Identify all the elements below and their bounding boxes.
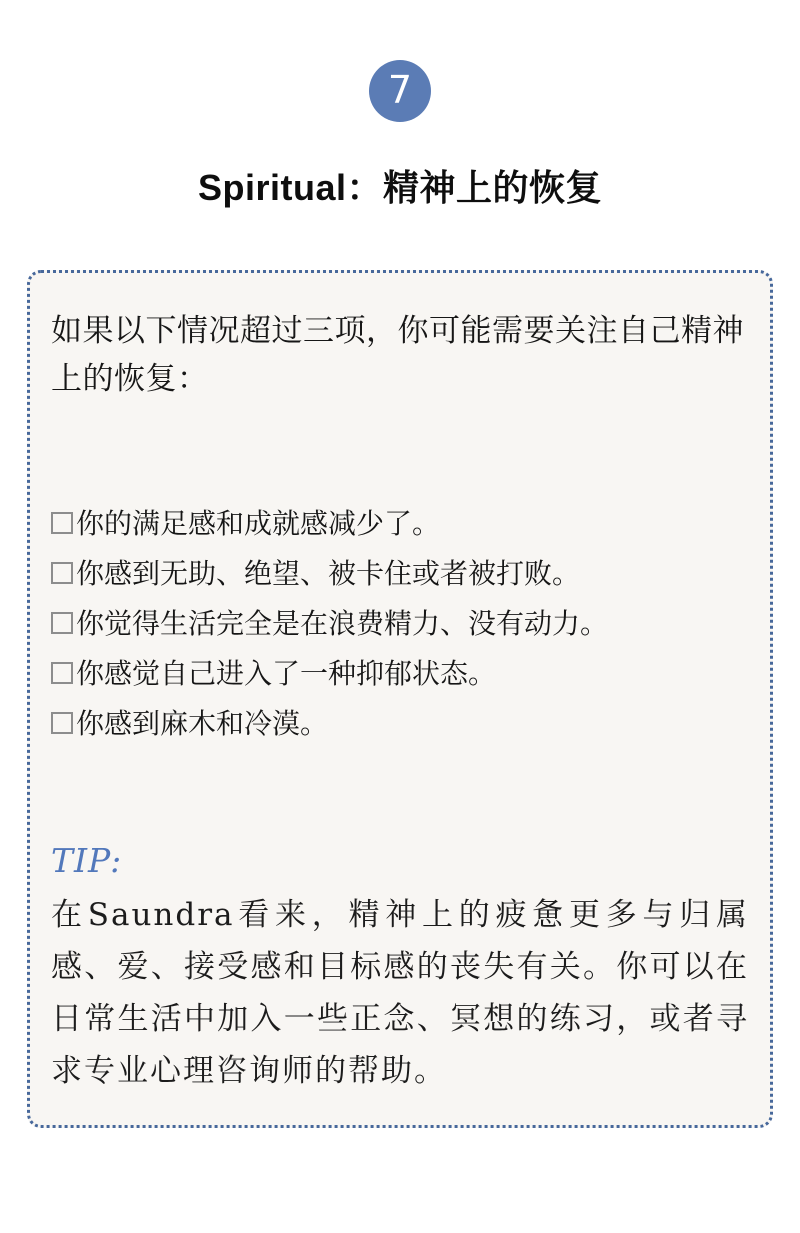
intro-text: 如果以下情况超过三项，你可能需要关注自己精神上的恢复：	[51, 313, 744, 396]
checkbox-icon	[51, 662, 73, 684]
checklist	[51, 497, 749, 747]
checklist-item	[51, 647, 749, 697]
tip-text: 在Saundra看来，精神上的疲惫更多与归属感、爱、接受感和目标感的丧失有关。你可以在日常生活中加入一些正念、冥想的练习，或者寻求专业心理咨询师的帮助。	[51, 897, 749, 1089]
checklist-item-label: 你感觉自己进入了一种抑郁状态。	[76, 658, 497, 689]
checklist-item	[51, 697, 749, 747]
checklist-item-label: 你感到麻木和冷漠。	[76, 708, 329, 739]
checkbox-icon	[51, 562, 73, 584]
infographic-page	[0, 60, 800, 1128]
checklist-item	[51, 597, 749, 647]
checklist-item-label: 你觉得生活完全是在浪费精力、没有动力。	[76, 608, 609, 639]
checklist-card	[27, 270, 773, 1128]
checkbox-icon	[51, 512, 73, 534]
step-number: 7	[387, 68, 413, 112]
checklist-item	[51, 497, 749, 547]
tip-label: TIP:	[51, 841, 123, 880]
checklist-item-label: 你感到无助、绝望、被卡住或者被打败。	[76, 558, 581, 589]
page-title: Spiritual：精神上的恢复	[197, 167, 603, 208]
step-number-badge	[369, 60, 431, 122]
checkbox-icon	[51, 612, 73, 634]
checkbox-icon	[51, 712, 73, 734]
checklist-item	[51, 547, 749, 597]
checklist-item-label: 你的满足感和成就感减少了。	[76, 508, 441, 539]
